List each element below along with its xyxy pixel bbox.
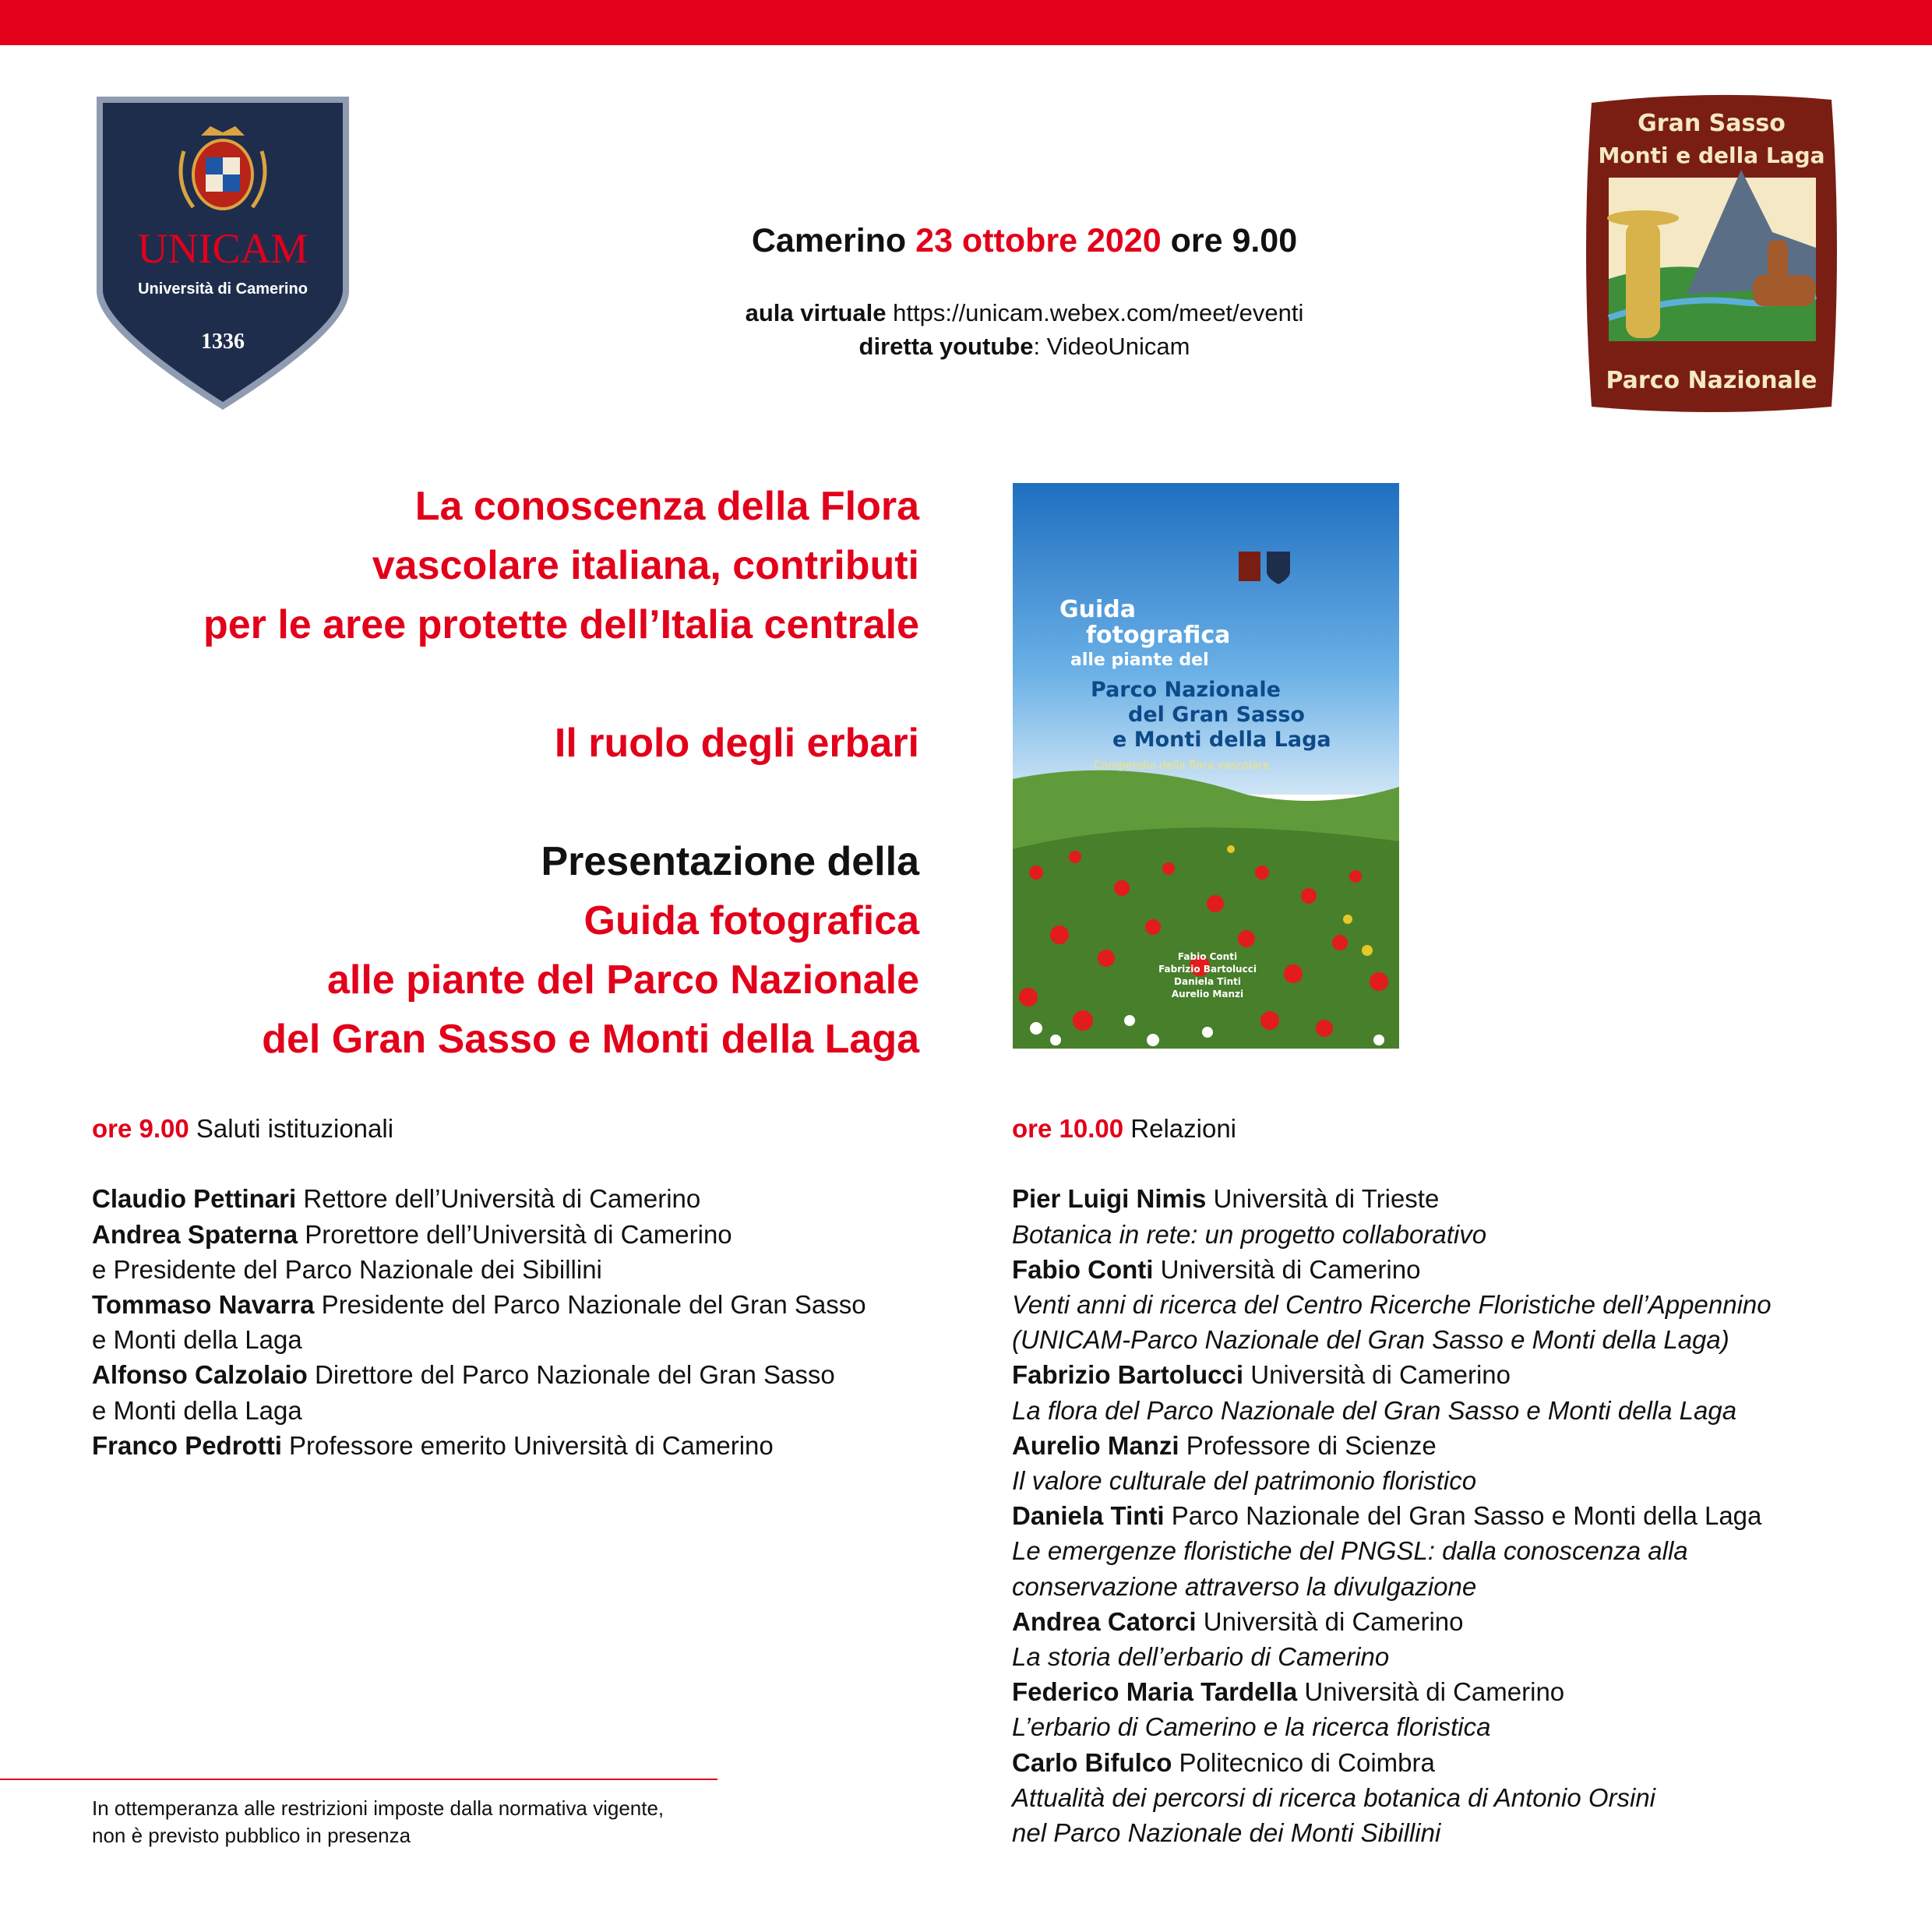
virtual-info [545,296,1504,363]
event-place: Camerino [751,222,907,259]
svg-text:Gran Sasso: Gran Sasso [1638,110,1786,137]
main-title-line: vascolare italiana, contributi [372,543,919,588]
talk-title: (UNICAM-Parco Nazionale del Gran Sasso e Monti della Laga) [1012,1325,1729,1355]
talk-title: nel Parco Nazionale dei Monti Sibillini [1012,1818,1441,1848]
youtube-label: diretta youtube [858,333,1034,360]
talk-title: La flora del Parco Nazionale del Gran Sasso e Monti della Laga [1012,1395,1737,1425]
event-datetime [545,222,1504,260]
top-red-bar [0,0,1932,45]
svg-text:Parco Nazionale: Parco Nazionale [1606,367,1817,394]
svg-text:Università di Camerino: Università di Camerino [138,280,308,298]
guide-title-line: Guida fotografica [583,898,919,943]
footer-note: In ottemperanza alle restrizioni imposte dalla normativa vigente, non è previsto pubblico in presenza [92,1796,665,1847]
park-logo [1585,92,1838,414]
speaker-name: Claudio Pettinari [92,1184,297,1214]
youtube-value: : VideoUnicam [1033,333,1190,360]
guide-title-line: del Gran Sasso e Monti della Laga [262,1017,919,1062]
book-title: Parco Nazionale [1091,678,1281,702]
book-title: alle piante del [1070,650,1209,670]
speaker-name: Fabio Conti [1012,1254,1154,1284]
talk-title: Le emergenze floristiche del PNGSL: dalla conoscenza alla [1012,1536,1688,1566]
talk-title: Botanica in rete: un progetto collaborativo [1012,1219,1487,1249]
presentation-heading: Presentazione della [541,839,919,884]
book-title: e Monti della Laga [1112,728,1331,752]
guide-title-line: alle piante del Parco Nazionale [326,957,919,1003]
book-title: fotografica [1086,622,1231,649]
speaker-name: Alfonso Calzolaio [92,1360,308,1390]
speaker-name: Pier Luigi Nimis [1012,1184,1207,1214]
program-left: ore 9.00 Saluti istituzionali Claudio Pettinari Rettore dell’Università di Camerino Andrea Spaterna Prorettore dell’Università di Camerino e Presidente del Parco Nazionale dei Sibillini Tommaso Navarra Presidente del Parco Nazionale del Gran Sasso e Monti della Laga Alfonso Calzolaio Direttore del Parco Nazionale del Gran Sasso e Monti della Laga Franco Pedrotti Professore emerito Università di Camerino [92,1114,866,1460]
speaker-name: Carlo Bifulco [1012,1747,1172,1777]
footer-divider [0,1779,717,1780]
talk-title: Il valore culturale del patrimonio floristico [1012,1466,1477,1496]
talk-title: Venti anni di ricerca del Centro Ricerche Floristiche dell’Appennino [1012,1290,1772,1319]
speaker-name: Daniela Tinti [1012,1501,1165,1531]
virtual-url[interactable]: https://unicam.webex.com/meet/eventi [893,299,1304,326]
book-cover [1013,483,1399,1049]
speaker-name: Tommaso Navarra [92,1290,315,1319]
speaker-name: Andrea Catorci [1012,1606,1197,1636]
subtitle: Il ruolo degli erbari [554,721,919,766]
session-time: ore 10.00 [1012,1114,1124,1143]
talk-title: L’erbario di Camerino e la ricerca floristica [1012,1712,1491,1742]
svg-text:UNICAM: UNICAM [137,225,308,272]
main-title-line: La conoscenza della Flora [414,484,919,529]
book-title: Guida [1059,596,1136,623]
session-heading: Relazioni [1123,1114,1237,1143]
program-right: ore 10.00 Relazioni Pier Luigi Nimis Università di Trieste Botanica in rete: un progetto collaborativo Fabio Conti Università di Camerino Venti anni di ricerca del Centro Ricerche Floristiche dell’Appennino (UNICAM-Parco Nazionale del Gran Sasso e Monti della Laga) Fabrizio Bartolucci Università di Camerino La flora del Parco Nazionale del Gran Sasso e Monti della Laga Aurelio Manzi Professore di Scienze Il valore culturale del patrimonio floristico Daniela Tinti Parco Nazionale del Gran Sasso e Monti della Laga Le emergenze floristiche del PNGSL: dalla conoscenza alla conservazione attraverso la divulgazione Andrea Catorci Università di Camerino La storia dell’erbario di Camerino Federico Maria Tardella Università di Camerino L’erbario di Camerino e la ricerca floristica Carlo Bifulco Politecnico di Coimbra Attualità dei percorsi di ricerca botanica di Antonio Orsini nel Parco Nazionale dei Monti Sibillini [1012,1111,1908,1850]
speaker-name: Andrea Spaterna [92,1219,298,1249]
talk-title: conservazione attraverso la divulgazione [1012,1571,1477,1601]
speaker-name: Franco Pedrotti [92,1430,282,1460]
svg-text:Monti e della Laga: Monti e della Laga [1598,143,1825,168]
speaker-name: Federico Maria Tardella [1012,1677,1298,1707]
session-time: ore 9.00 [92,1114,189,1143]
event-date: 23 ottobre 2020 [915,222,1162,259]
event-time: ore 9.00 [1170,222,1298,259]
virtual-label: aula virtuale [745,299,887,326]
talk-title: La storia dell’erbario di Camerino [1012,1642,1390,1672]
talk-title: Attualità dei percorsi di ricerca botanica di Antonio Orsini [1012,1782,1656,1812]
event-titles [62,477,919,1069]
unicam-logo [97,97,349,410]
book-subtitle: Compendio della flora vascolare [1094,760,1270,772]
speaker-name: Fabrizio Bartolucci [1012,1360,1244,1390]
main-title-line: per le aree protette dell’Italia centrale [203,602,919,647]
book-authors: Fabio Conti Fabrizio Bartolucci Daniela Tinti Aurelio Manzi [1158,951,1257,999]
svg-text:1336: 1336 [201,330,245,354]
book-title: del Gran Sasso [1128,703,1305,727]
session-heading: Saluti istituzionali [189,1114,394,1143]
speaker-name: Aurelio Manzi [1012,1430,1179,1460]
